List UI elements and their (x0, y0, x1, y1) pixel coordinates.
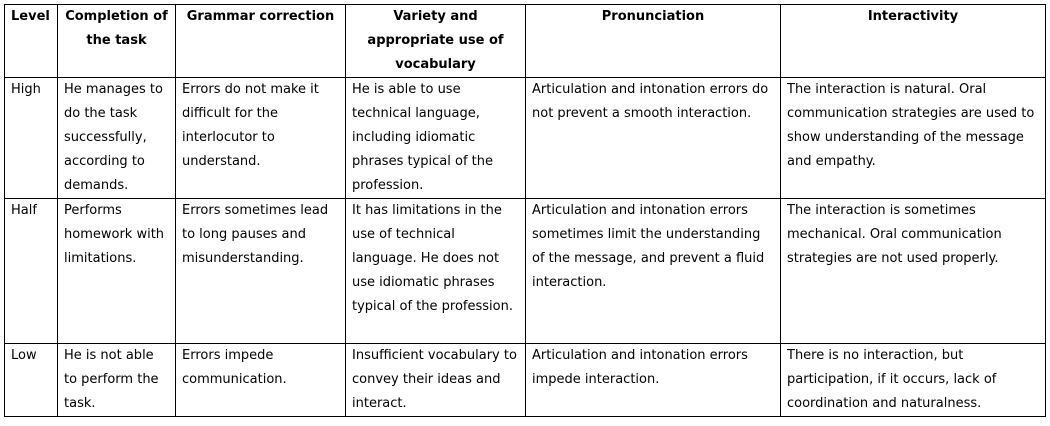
cell-grammar: Errors do not make it difficult for the interlocutor to understand. (176, 78, 346, 199)
header-grammar: Grammar correction (176, 5, 346, 78)
cell-vocabulary: He is able to use technical language, including idiomatic phrases typical of the profession. (346, 78, 526, 199)
cell-pronunciation: Articulation and intonation errors sometimes limit the understanding of the message, and prevent a fluid interaction. (526, 199, 781, 344)
table-row-low (5, 344, 1046, 417)
cell-grammar: Errors sometimes lead to long pauses and misunderstanding. (176, 199, 346, 344)
header-pronunciation: Pronunciation (526, 5, 781, 78)
header-row (5, 5, 1046, 78)
header-completion: Completion of the task (58, 5, 176, 78)
cell-level: Low (5, 344, 58, 417)
cell-completion: He manages to do the task successfully, according to demands. (58, 78, 176, 199)
cell-level: Half (5, 199, 58, 344)
cell-completion: Performs homework with limitations. (58, 199, 176, 344)
cell-vocabulary: It has limitations in the use of technical language. He does not use idiomatic phrases typical of the profession. (346, 199, 526, 344)
cell-interactivity: The interaction is sometimes mechanical. Oral communication strategies are not used properly. (781, 199, 1046, 344)
header-interactivity: Interactivity (781, 5, 1046, 78)
cell-completion: He is not able to perform the task. (58, 344, 176, 417)
header-vocabulary: Variety and appropriate use of vocabulary (346, 5, 526, 78)
evaluation-rubric-table (4, 4, 1046, 417)
table-row-half (5, 199, 1046, 344)
header-level: Level (5, 5, 58, 78)
cell-interactivity: There is no interaction, but participation, if it occurs, lack of coordination and naturalness. (781, 344, 1046, 417)
cell-level: High (5, 78, 58, 199)
cell-interactivity: The interaction is natural. Oral communication strategies are used to show understanding of the message and empathy. (781, 78, 1046, 199)
cell-pronunciation: Articulation and intonation errors impede interaction. (526, 344, 781, 417)
cell-vocabulary: Insufficient vocabulary to convey their ideas and interact. (346, 344, 526, 417)
table-row-high (5, 78, 1046, 199)
cell-grammar: Errors impede communication. (176, 344, 346, 417)
cell-pronunciation: Articulation and intonation errors do not prevent a smooth interaction. (526, 78, 781, 199)
